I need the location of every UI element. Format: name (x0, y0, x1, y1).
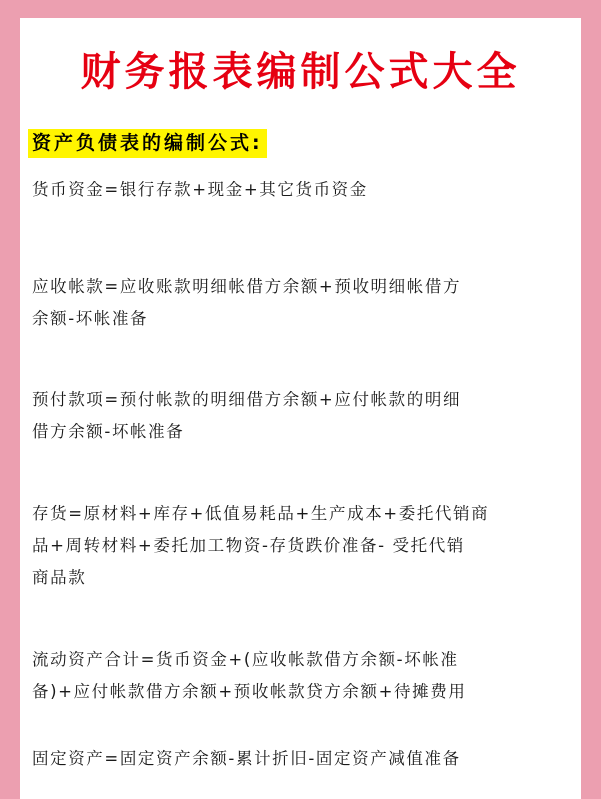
formula-cash (32, 174, 572, 206)
formula-line: 货币资金=银行存款+现金+其它货币资金 (32, 180, 368, 199)
formula-line: 商品款 (32, 568, 87, 587)
formula-line: 应收帐款=应收账款明细帐借方余额+预收明细帐借方 (32, 277, 462, 296)
formula-line: 借方余额-坏帐准备 (32, 422, 185, 441)
content-card (20, 18, 581, 799)
formula-line: 余额-坏帐准备 (32, 309, 149, 328)
formula-line: 品+周转材料+委托加工物资-存货跌价准备- 受托代销 (32, 536, 465, 555)
formula-accounts-receivable (32, 271, 572, 335)
formula-prepayments (32, 384, 572, 448)
formula-current-assets (32, 644, 572, 708)
formula-fixed-assets (32, 743, 572, 775)
formula-inventory (32, 498, 572, 594)
page-title: 财务报表编制公式大全 (80, 48, 521, 95)
formula-line: 备)+应付帐款借方余额+预收帐款贷方余额+待摊费用 (32, 682, 467, 701)
formula-line: 固定资产=固定资产余额-累计折旧-固定资产减值准备 (32, 749, 461, 768)
formula-line: 预付款项=预付帐款的明细借方余额+应付帐款的明细 (32, 390, 462, 409)
formula-line: 流动资产合计=货币资金+(应收帐款借方余额-坏帐准 (32, 650, 459, 669)
section-heading: 资产负债表的编制公式: (28, 129, 267, 158)
formula-line: 存货=原材料+库存+低值易耗品+生产成本+委托代销商 (32, 504, 490, 523)
